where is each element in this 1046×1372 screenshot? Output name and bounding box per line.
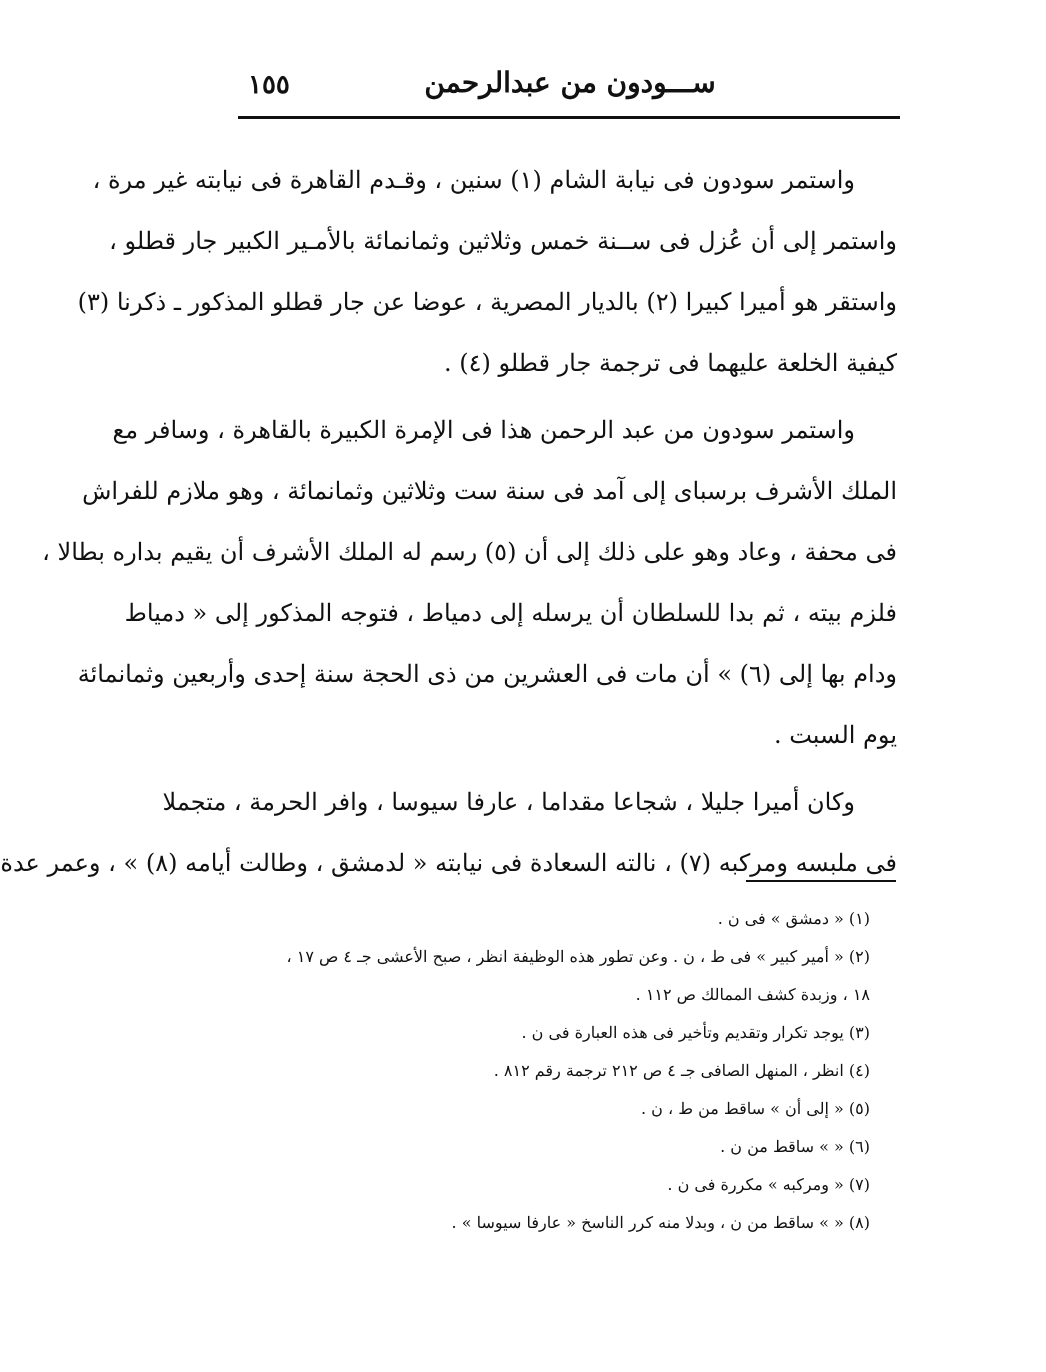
body-line: فى ملبسه ومركبه (٧) ، نالته السعادة فى نيابته « لدمشق ، وطالت أيامه (٨) » ، وعمر عدة [0, 849, 897, 877]
footnote: (٤) انظر ، المنهل الصافى جـ ٤ ص ٢١٢ ترجمة رقم ٨١٢ . [493, 1061, 870, 1080]
body-line: فلزم بيته ، ثم بدا للسلطان أن يرسله إلى دمياط ، فتوجه المذكور إلى « دمياط [124, 599, 897, 627]
footnote-continuation: ١٨ ، وزبدة كشف الممالك ص ١١٢ . [635, 985, 870, 1004]
body-line: ودام بها إلى (٦) » أن مات فى العشرين من ذى الحجة سنة إحدى وأربعين وثمانمائة [77, 660, 897, 688]
page-number: ١٥٥ [248, 70, 290, 100]
footnote: (٢) « أمير كبير » فى ط ، ن . وعن تطور هذه الوظيفة انظر ، صبح الأعشى جـ ٤ ص ١٧ ، [286, 947, 870, 966]
body-line: واستمر سودون فى نيابة الشام (١) سنين ، وقـدم القاهرة فى نيابته غير مرة ، [92, 166, 855, 194]
footnote: (٥) « إلى أن » ساقط من ط ، ن . [640, 1099, 870, 1118]
footnote: (١) « دمشق » فى ن . [717, 909, 870, 928]
body-line: الملك الأشرف برسباى إلى آمد فى سنة ست وثلاثين وثمانمائة ، وهو ملازم للفراش [82, 477, 897, 505]
footnote: (٨) « » ساقط من ن ، وبدلا منه كرر الناسخ « عارفا سيوسا » . [451, 1213, 870, 1232]
body-line: فى محفة ، وعاد وهو على ذلك إلى أن (٥) رسم له الملك الأشرف أن يقيم بداره بطالا ، [42, 538, 897, 566]
body-text [0, 150, 897, 894]
footnote: (٧) « ومركبه » مكررة فى ن . [667, 1175, 870, 1194]
page-header [240, 62, 900, 110]
body-line: يوم السبت . [773, 721, 897, 749]
footnote: (٦) « » ساقط من ن . [720, 1137, 870, 1156]
body-line: واستمر إلى أن عُزل فى ســنة خمس وثلاثين وثمانمائة بالأمـير الكبير جار قطلو ، [109, 227, 897, 255]
body-line: كيفية الخلعة عليهما فى ترجمة جار قطلو (٤) . [443, 349, 897, 377]
body-line: وكان أميرا جليلا ، شجاعا مقداما ، عارفا سيوسا ، وافر الحرمة ، متجملا [162, 788, 855, 816]
body-line: واستقر هو أميرا كبيرا (٢) بالديار المصرية ، عوضا عن جار قطلو المذكور ـ ذكرنا (٣) [77, 288, 897, 316]
footnote: (٣) يوجد تكرار وتقديم وتأخير فى هذه العبارة فى ن . [521, 1023, 870, 1042]
footnotes [245, 900, 870, 1242]
header-rule [238, 116, 900, 119]
footnote-rule [746, 880, 896, 882]
running-title: ســـودون من عبدالرحمن [424, 66, 716, 99]
body-line: واستمر سودون من عبد الرحمن هذا فى الإمرة الكبيرة بالقاهرة ، وسافر مع [112, 416, 855, 444]
